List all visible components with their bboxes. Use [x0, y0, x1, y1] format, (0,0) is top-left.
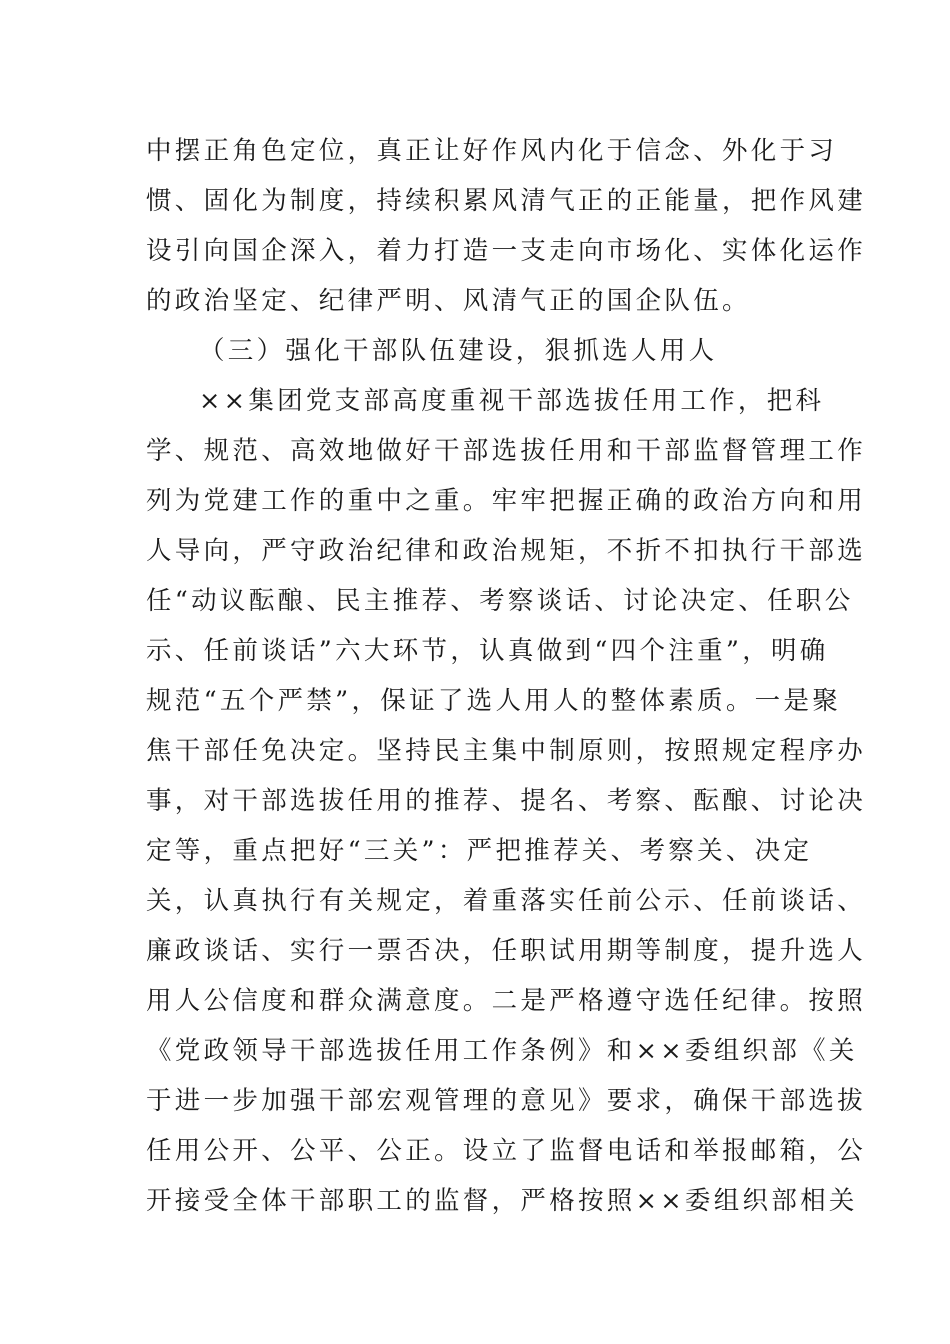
text-line: 规范“五个严禁”，保证了选人用人的整体素质。一是聚	[146, 686, 842, 716]
text-line: 列为党建工作的重中之重。牢牢把握正确的政治方向和用	[146, 486, 867, 516]
text-line: 任用公开、公平、公正。设立了监督电话和举报邮箱，公	[146, 1136, 867, 1166]
text-line: 关，认真执行有关规定，着重落实任前公示、任前谈话、	[146, 886, 867, 916]
text-line: 学、规范、高效地做好干部选拔任用和干部监督管理工作	[146, 436, 867, 466]
text-line: 中摆正角色定位，真正让好作风内化于信念、外化于习	[146, 136, 838, 166]
text-line: 于进一步加强干部宏观管理的意见》要求，确保干部选拔	[146, 1086, 867, 1116]
text-line: 开接受全体干部职工的监督，严格按照××委组织部相关	[146, 1186, 858, 1216]
text-line: 《党政领导干部选拔任用工作条例》和××委组织部《关	[146, 1036, 858, 1066]
text-line: 廉政谈话、实行一票否决，任职试用期等制度，提升选人	[146, 936, 867, 966]
text-line: 任“动议酝酿、民主推荐、考察谈话、讨论决定、任职公	[146, 586, 854, 616]
text-line: 用人公信度和群众满意度。二是严格遵守选任纪律。按照	[146, 986, 867, 1016]
text-line: 的政治坚定、纪律严明、风清气正的国企队伍。	[146, 286, 751, 316]
text-line: 焦干部任免决定。坚持民主集中制原则，按照规定程序办	[146, 736, 867, 766]
text-line: ××集团党支部高度重视干部选拔任用工作，把科	[199, 386, 825, 416]
text-line: 示、任前谈话”六大环节，认真做到“四个注重”，明确	[146, 636, 829, 666]
section-heading: （三）强化干部队伍建设，狠抓选人用人	[199, 336, 718, 366]
text-line: 人导向，严守政治纪律和政治规矩，不折不扣执行干部选	[146, 536, 867, 566]
text-line: 惯、固化为制度，持续积累风清气正的正能量，把作风建	[146, 186, 867, 216]
text-line: 事，对干部选拔任用的推荐、提名、考察、酝酿、讨论决	[146, 786, 867, 816]
text-line: 定等，重点把好“三关”：严把推荐关、考察关、决定	[146, 836, 813, 866]
text-line: 设引向国企深入，着力打造一支走向市场化、实体化运作	[146, 236, 867, 266]
